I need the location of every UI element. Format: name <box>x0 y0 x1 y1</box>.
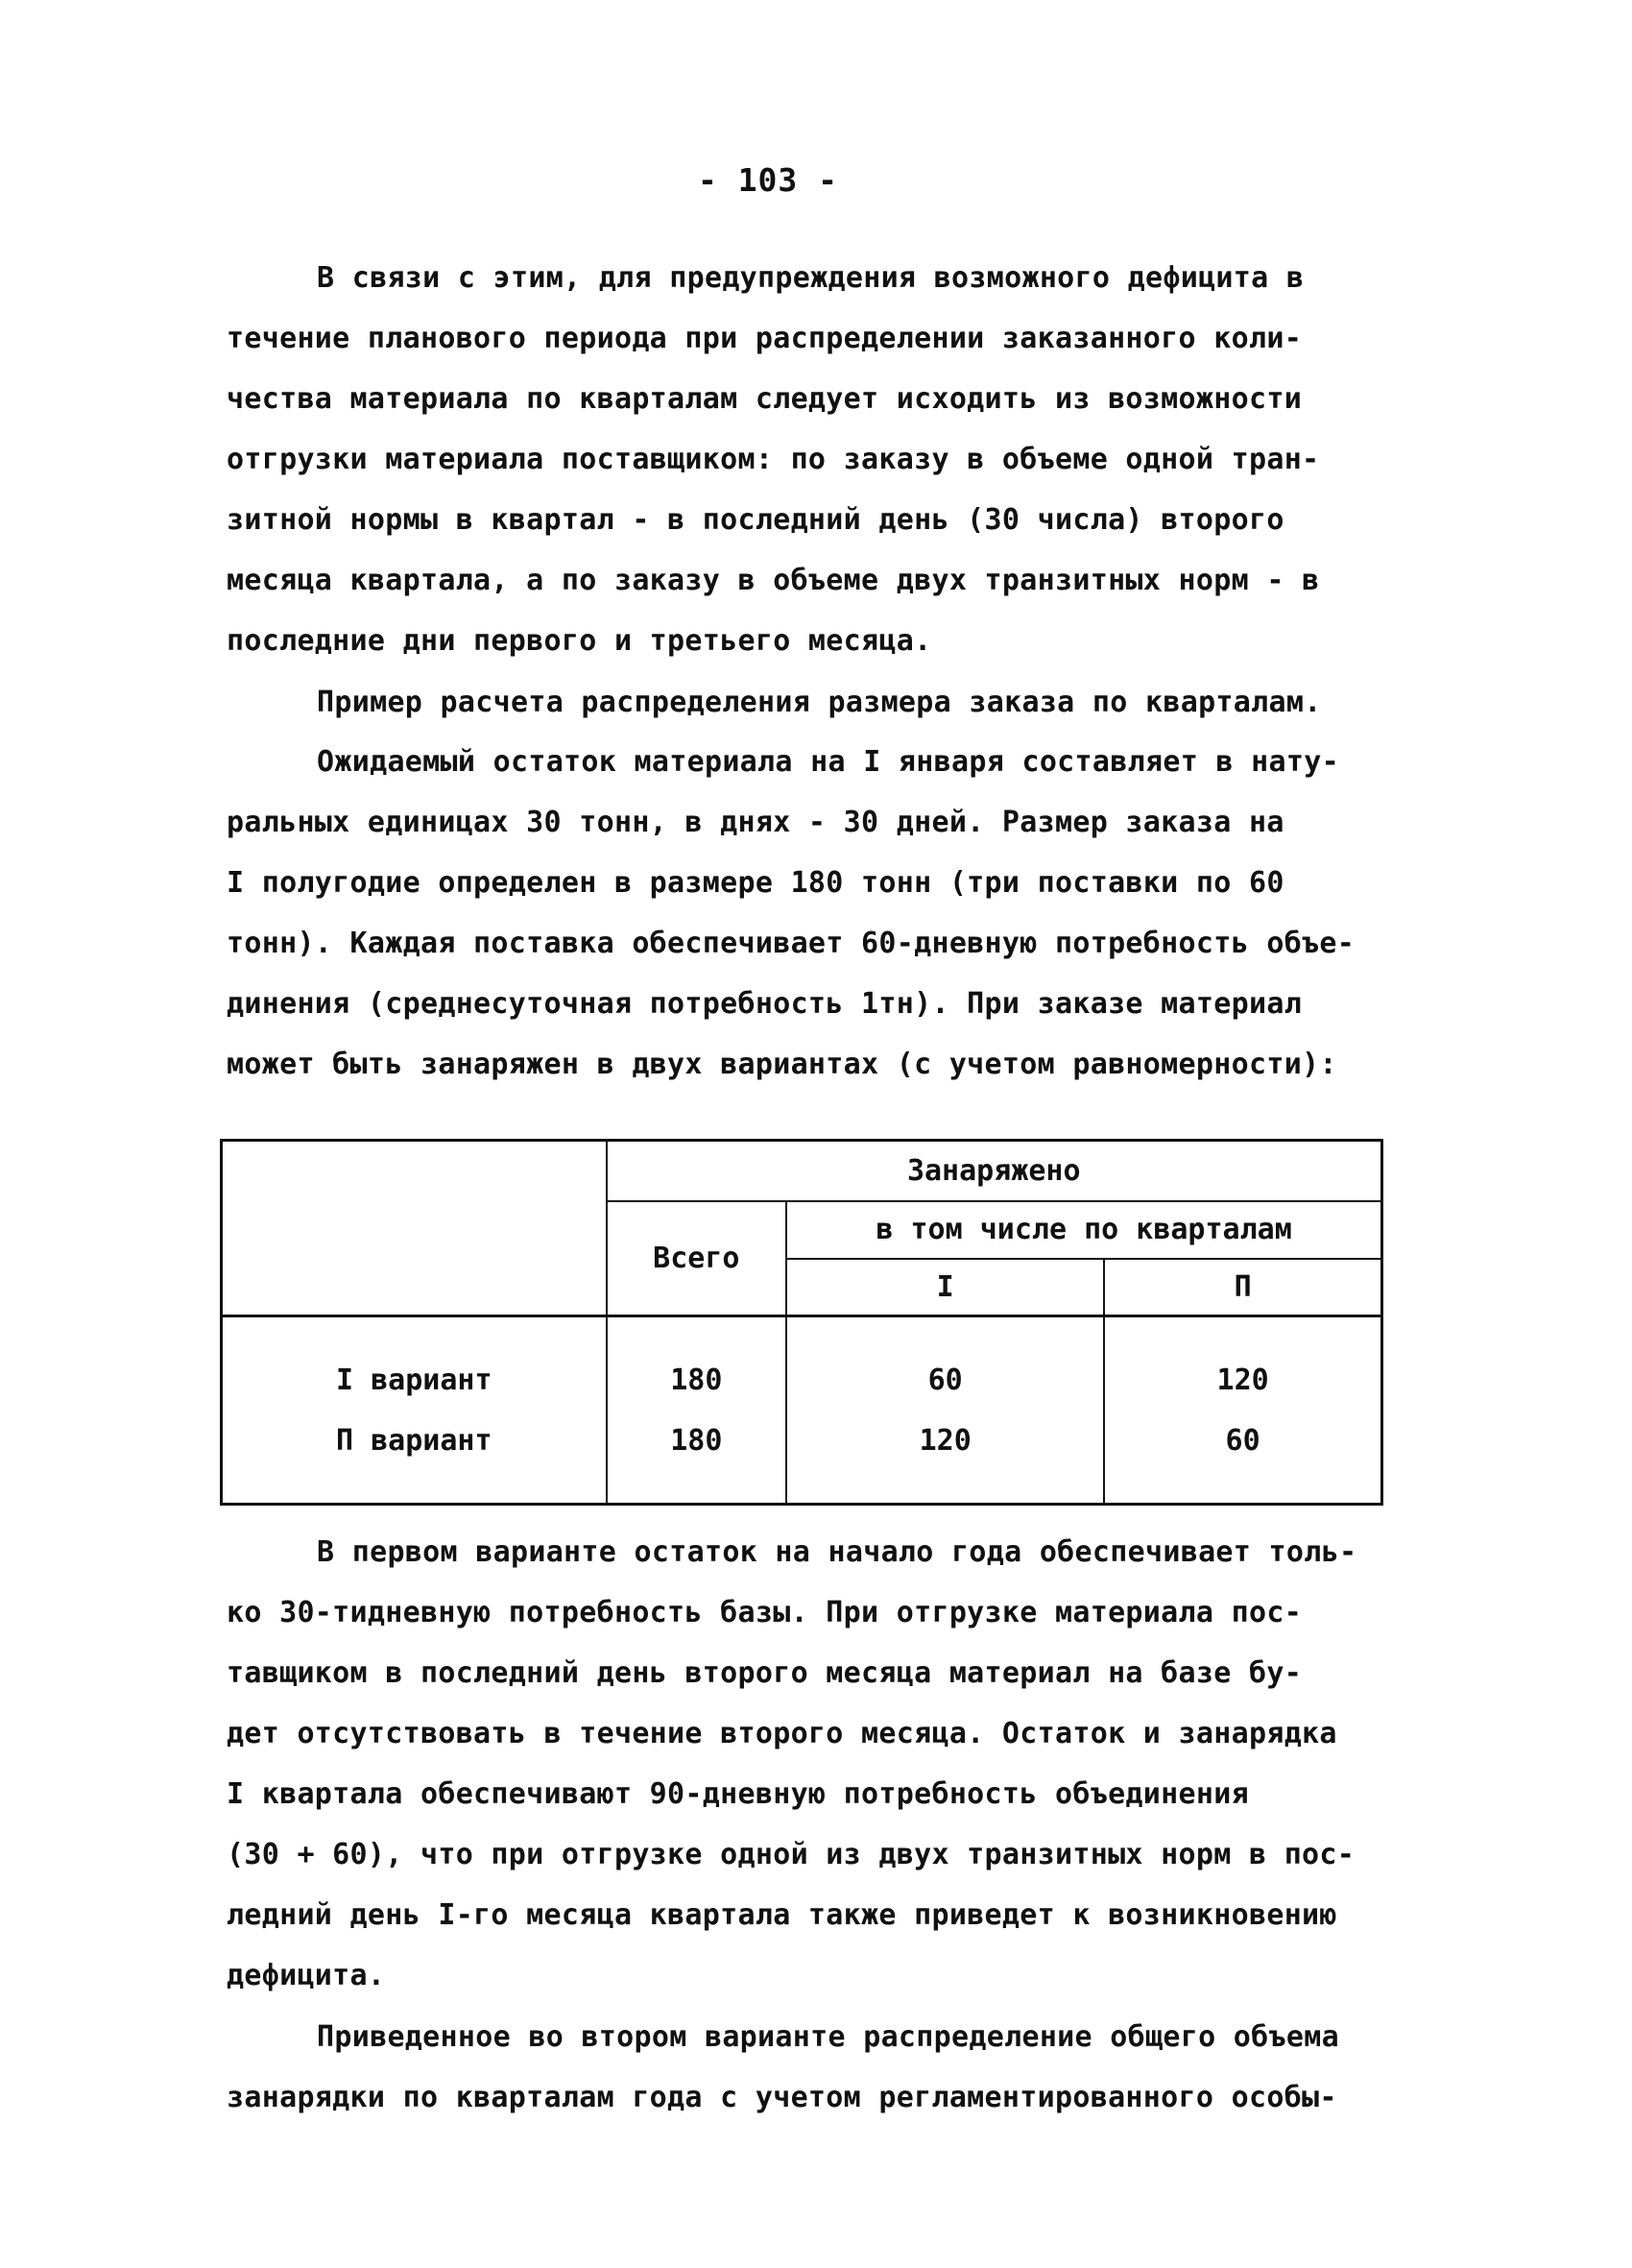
text-line: течение планового периода при распределении заказанного коли- <box>227 322 1303 355</box>
total-value: 180 <box>670 1423 723 1458</box>
text-line: ральных единицах 30 тонн, в днях - 30 дней. Размер заказа на <box>227 806 1284 839</box>
text-line: ко 30-тидневную потребность базы. При отгрузке материала пос- <box>227 1596 1303 1629</box>
quarter-1-value: 60 <box>927 1363 963 1397</box>
text-line: (30 + 60), что при отгрузке одной из двух транзитных норм в пос- <box>227 1838 1356 1871</box>
header-by-quarters: в том числе по кварталам <box>786 1201 1381 1259</box>
text-line: динения (среднесуточная потребность 1тн). При заказе материал <box>227 987 1303 1021</box>
text-line: отгрузки материала поставщиком: по заказу в объеме одной тран- <box>227 443 1320 476</box>
total-value: 180 <box>670 1363 723 1397</box>
text-line: I полугодие определен в размере 180 тонн (три поставки по 60 <box>227 866 1284 900</box>
text-line: занарядки по кварталам года с учетом регламентированного особы- <box>227 2081 1337 2114</box>
text-line: ледний день I-го месяца квартала также приведет к возникновению <box>227 1898 1337 1932</box>
paragraph-delivery-timing <box>227 248 1388 671</box>
group-header-zanaryazheno: Занаряжено <box>607 1141 1382 1201</box>
paragraph-second-variant-analysis <box>227 2007 1388 2128</box>
paragraph-first-variant-analysis <box>227 1522 1388 2006</box>
quarter-1-cell <box>786 1316 1104 1505</box>
variants-table <box>220 1139 1383 1506</box>
text-line: В первом варианте остаток на начало года обеспечивает толь- <box>317 1535 1357 1569</box>
variant-label: I вариант <box>335 1363 492 1397</box>
text-line: дет отсутствовать в течение второго месяца. Остаток и занарядка <box>227 1717 1337 1750</box>
page-number: - 103 - <box>697 161 839 199</box>
text-line: Пример расчета распределения размера заказа по кварталам. <box>317 686 1322 719</box>
text-line: последние дни первого и третьего месяца. <box>227 624 932 658</box>
variant-label: П вариант <box>335 1423 492 1458</box>
text-line: тонн). Каждая поставка обеспечивает 60-дневную потребность объе- <box>227 927 1356 960</box>
empty-corner-cell <box>222 1141 607 1316</box>
text-line: тавщиком в последний день второго месяца материал на базе бу- <box>227 1656 1303 1690</box>
text-line: I квартала обеспечивают 90-дневную потребность объединения <box>227 1777 1249 1811</box>
variant-labels-cell <box>222 1316 607 1505</box>
text-line: Ожидаемый остаток материала на I января составляет в нату- <box>317 745 1339 779</box>
text-line: месяца квартала, а по заказу в объеме двух транзитных норм - в <box>227 564 1320 597</box>
paragraph-example-heading <box>227 672 1388 733</box>
quarter-1-value: 120 <box>919 1423 972 1458</box>
text-line: Приведенное во втором варианте распределение общего объема <box>317 2020 1339 2054</box>
quarter-2-cell <box>1104 1316 1381 1505</box>
text-line: чества материала по кварталам следует исходить из возможности <box>227 382 1303 416</box>
quarter-2-value: 120 <box>1216 1363 1269 1397</box>
text-line: зитной нормы в квартал - в последний день (30 числа) второго <box>227 503 1284 537</box>
totals-cell <box>607 1316 787 1505</box>
header-quarter-2: П <box>1104 1259 1381 1316</box>
text-line: дефицита. <box>227 1959 386 1992</box>
variants-table-wrapper <box>220 1139 1383 1506</box>
header-total: Всего <box>607 1201 787 1316</box>
text-line: может быть занаряжен в двух вариантах (с учетом равномерности): <box>227 1048 1337 1081</box>
header-quarter-1: I <box>786 1259 1104 1316</box>
text-line: В связи с этим, для предупреждения возможного дефицита в <box>317 261 1305 295</box>
quarter-2-value: 60 <box>1225 1423 1260 1458</box>
paragraph-example-conditions <box>227 732 1388 1095</box>
